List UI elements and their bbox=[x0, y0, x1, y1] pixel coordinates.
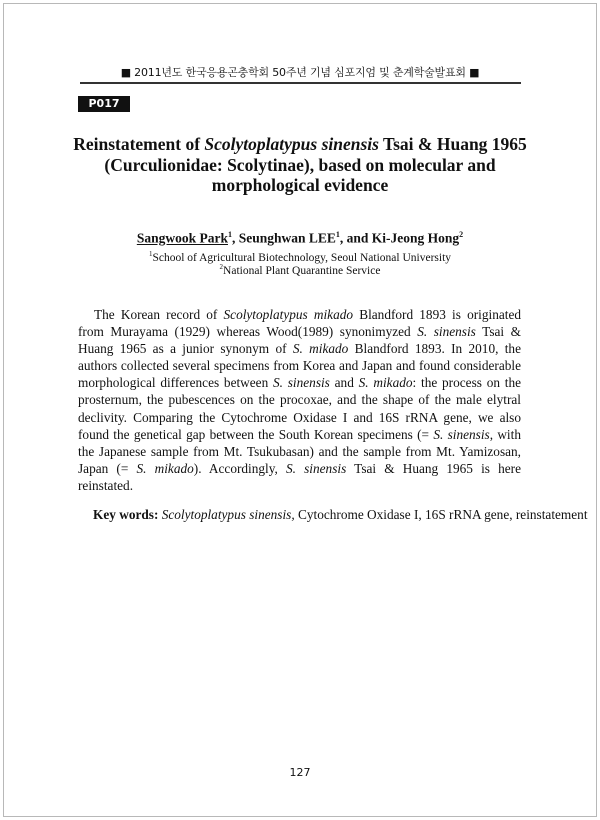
affiliation-1-text: School of Agricultural Biotechnology, Seoul National University bbox=[152, 251, 452, 264]
abstract-italic: S. mikado bbox=[292, 341, 349, 357]
keywords-label: Key words: bbox=[93, 507, 159, 522]
keywords bbox=[93, 506, 590, 523]
author-list bbox=[70, 230, 530, 247]
header-divider bbox=[80, 82, 521, 84]
abstract-italic: S. mikado bbox=[136, 460, 194, 476]
author-2: , Seunghwan LEE bbox=[231, 230, 336, 246]
abstract-body bbox=[78, 306, 521, 494]
conference-header: ■ 2011년도 한국응용곤충학회 50주년 기념 심포지엄 및 춘계학술발표회 ■ bbox=[120, 66, 480, 79]
affiliation-2-sup: 2 bbox=[219, 263, 224, 271]
page-number: 127 bbox=[289, 766, 311, 779]
abstract-text: ). Accordingly, bbox=[193, 460, 287, 476]
abstract-italic: S. sinensis bbox=[417, 324, 476, 340]
abstract-italic: S. sinensis bbox=[433, 426, 490, 442]
author-1: Sangwook Park bbox=[136, 230, 228, 246]
abstract-italic: S. mikado bbox=[358, 375, 413, 391]
keywords-rest: Cytochrome Oxidase I, 16S rRNA gene, reinstatement bbox=[294, 507, 588, 522]
paper-title bbox=[70, 134, 530, 196]
abstract-text: Tsai & Huang 1965 is here reinstated. bbox=[78, 460, 521, 493]
title-post: Tsai & Huang 1965 bbox=[378, 134, 527, 154]
poster-code-badge: P017 bbox=[78, 96, 130, 112]
abstract-text: Tsai & Huang 1965 as a junior synonym of bbox=[78, 324, 521, 357]
abstract-text: : the process on the prosternum, the pubescences on the procoxae, and the shape of the male elytral declivity. Comparing the Cytochrome Oxidase I and 16S rRNA gene, we also found the genetical gap between the South Korean specimens (= bbox=[78, 375, 522, 442]
author-2-sup: 1 bbox=[335, 230, 340, 239]
title-line3: morphological evidence bbox=[211, 175, 389, 195]
title-line2: (Curculionidae: Scolytinae), based on molecular and bbox=[104, 154, 496, 175]
abstract-text: and bbox=[329, 375, 359, 391]
abstract-text: Blandford 1893 is originated from Murayama (1929) whereas Wood(1989) synonimyzed bbox=[78, 307, 521, 340]
abstract-italic: Scolytoplatypus mikado bbox=[223, 307, 354, 322]
keywords-italic: Scolytoplatypus sinensis, bbox=[161, 507, 295, 522]
abstract-italic: S. sinensis bbox=[273, 375, 330, 391]
title-species: Scolytoplatypus sinensis bbox=[204, 134, 379, 154]
abstract-text: , with the Japanese sample from Mt. Tsukubasan) and the sample from Mt. Yamizosan, Japan (= bbox=[78, 426, 521, 476]
affiliation-1-sup: 1 bbox=[148, 250, 153, 258]
author-3: , and Ki-Jeong Hong bbox=[339, 230, 460, 246]
author-1-sup: 1 bbox=[227, 230, 232, 239]
abstract-text: Blandford 1893. In 2010, the authors collected several specimens from Korea and Japan and found considerable morphological differences between bbox=[78, 341, 521, 391]
title-pre: Reinstatement of bbox=[73, 134, 205, 154]
affiliation-1 bbox=[70, 250, 530, 264]
abstract-italic: S. sinensis bbox=[286, 460, 347, 476]
affiliation-2-text: National Plant Quarantine Service bbox=[223, 264, 381, 277]
affiliation-2 bbox=[70, 263, 530, 277]
abstract-text: The Korean record of bbox=[94, 307, 224, 322]
author-3-sup: 2 bbox=[459, 230, 464, 239]
